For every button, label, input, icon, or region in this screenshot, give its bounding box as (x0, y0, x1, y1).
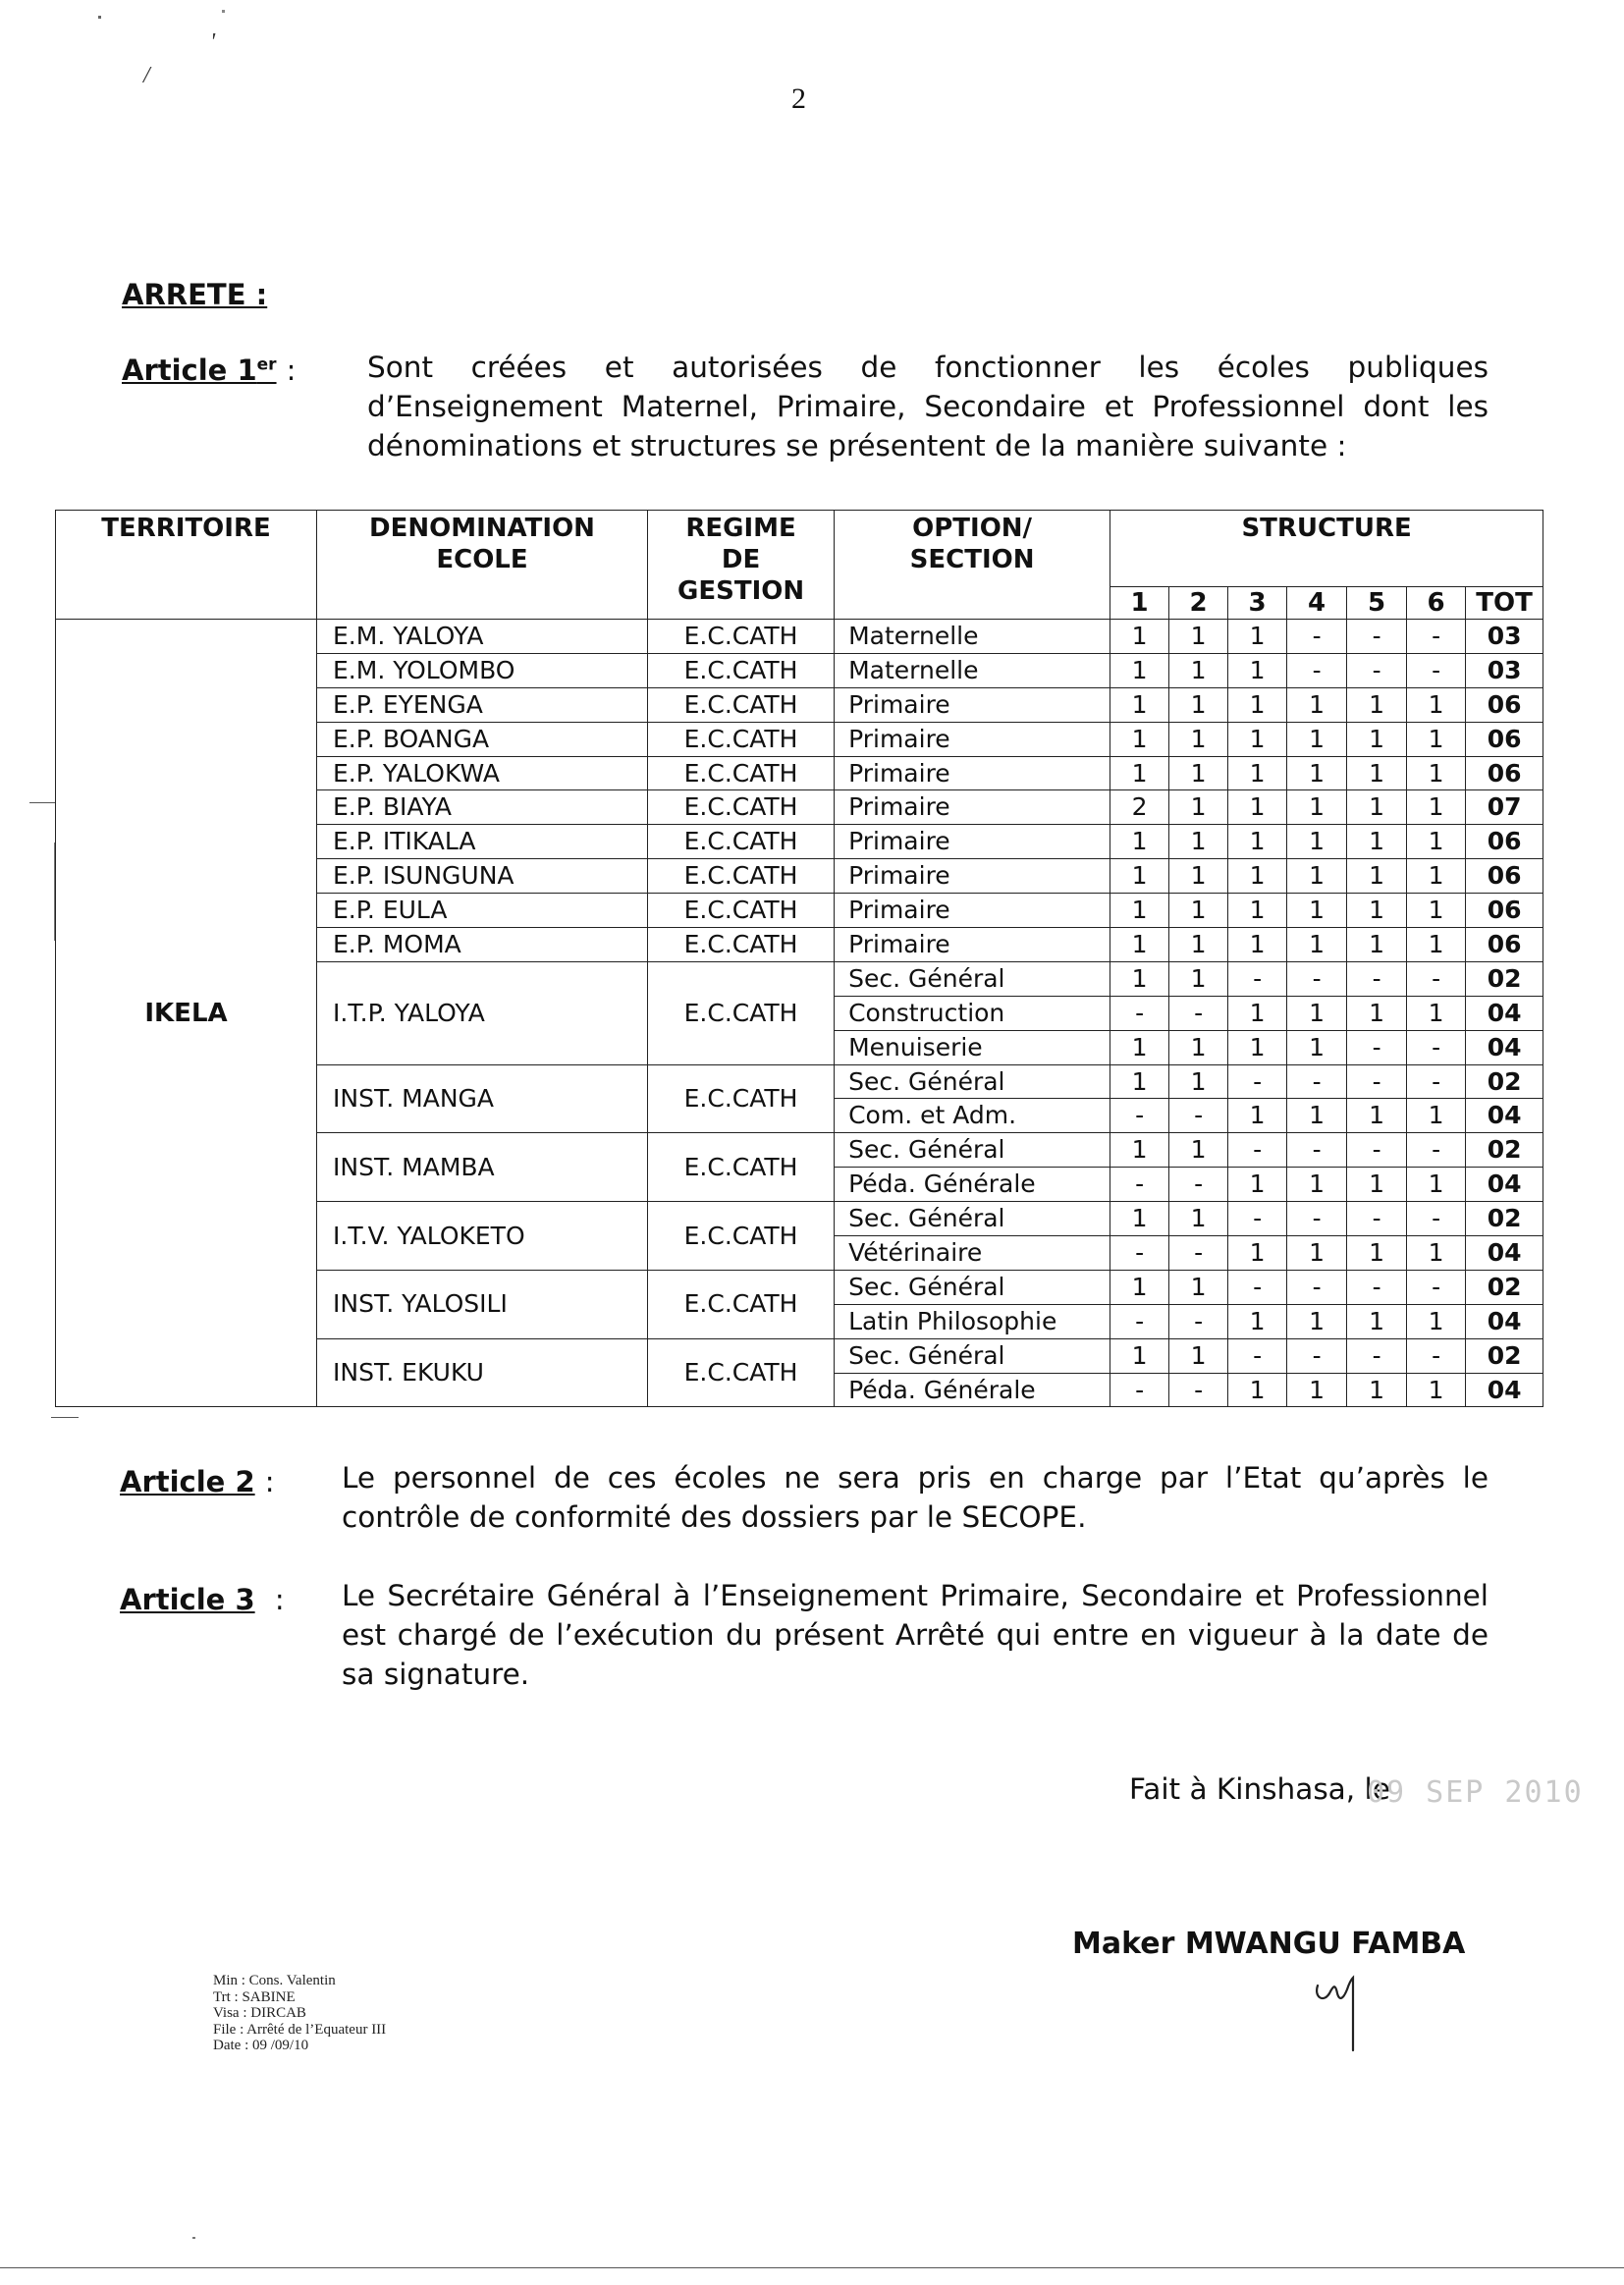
structure-cell-2: - (1169, 1168, 1228, 1202)
article-1-label (122, 354, 296, 387)
total-cell: 02 (1466, 1338, 1543, 1373)
regime-cell: E.C.CATH (648, 653, 835, 687)
structure-cell-1: 1 (1110, 961, 1169, 996)
place-text: Fait à Kinshasa, le (1129, 1772, 1390, 1806)
regime-cell: E.C.CATH (648, 790, 835, 825)
header-territoire: TERRITOIRE (56, 511, 317, 620)
structure-cell-1: 1 (1110, 1202, 1169, 1236)
structure-cell-5: 1 (1347, 996, 1407, 1030)
structure-cell-3: - (1228, 1064, 1287, 1099)
article-3-label (120, 1583, 285, 1616)
structure-cell-2: 1 (1169, 1064, 1228, 1099)
structure-cell-5: 1 (1347, 928, 1407, 962)
structure-cell-2: 1 (1169, 1202, 1228, 1236)
total-cell: 04 (1466, 1099, 1543, 1133)
structure-cell-6: - (1407, 961, 1466, 996)
structure-cell-2: 1 (1169, 790, 1228, 825)
structure-cell-2: 1 (1169, 756, 1228, 790)
structure-cell-3: 1 (1228, 1236, 1287, 1271)
structure-cell-6: 1 (1407, 859, 1466, 894)
structure-cell-4: - (1287, 1338, 1347, 1373)
header-col-6: 6 (1407, 587, 1466, 620)
structure-cell-1: - (1110, 1099, 1169, 1133)
total-cell: 06 (1466, 859, 1543, 894)
school-name-cell: E.M. YALOYA (317, 620, 648, 654)
structure-cell-1: - (1110, 1304, 1169, 1338)
structure-cell-5: 1 (1347, 756, 1407, 790)
structure-cell-3: 1 (1228, 1373, 1287, 1407)
structure-cell-3: 1 (1228, 1168, 1287, 1202)
regime-cell: E.C.CATH (648, 825, 835, 859)
footer-references (213, 1973, 386, 2054)
school-name-cell: E.M. YOLOMBO (317, 653, 648, 687)
structure-cell-2: - (1169, 1373, 1228, 1407)
structure-cell-1: 1 (1110, 756, 1169, 790)
structure-cell-4: 1 (1287, 1168, 1347, 1202)
structure-cell-5: - (1347, 1270, 1407, 1304)
header-col-5: 5 (1347, 587, 1407, 620)
structure-cell-6: 1 (1407, 894, 1466, 928)
structure-cell-1: 1 (1110, 687, 1169, 722)
school-name-cell: E.P. YALOKWA (317, 756, 648, 790)
section-cell: Primaire (835, 894, 1110, 928)
regime-cell: E.C.CATH (648, 1270, 835, 1338)
structure-cell-3: 1 (1228, 722, 1287, 756)
structure-cell-1: - (1110, 1168, 1169, 1202)
total-cell: 04 (1466, 1030, 1543, 1064)
structure-cell-5: - (1347, 1030, 1407, 1064)
structure-cell-6: - (1407, 1133, 1466, 1168)
school-name-cell: INST. MAMBA (317, 1133, 648, 1202)
structure-cell-5: 1 (1347, 894, 1407, 928)
structure-cell-1: 1 (1110, 894, 1169, 928)
structure-cell-2: 1 (1169, 1270, 1228, 1304)
structure-cell-3: 1 (1228, 620, 1287, 654)
structure-cell-3: 1 (1228, 825, 1287, 859)
structure-cell-4: - (1287, 653, 1347, 687)
structure-cell-4: - (1287, 1202, 1347, 1236)
structure-cell-5: 1 (1347, 1236, 1407, 1271)
structure-cell-6: 1 (1407, 928, 1466, 962)
structure-cell-5: - (1347, 961, 1407, 996)
total-cell: 03 (1466, 620, 1543, 654)
structure-cell-3: 1 (1228, 894, 1287, 928)
structure-cell-3: - (1228, 1202, 1287, 1236)
margin-mark (29, 802, 55, 803)
section-cell: Primaire (835, 756, 1110, 790)
article-2-label-text: Article 2 (120, 1465, 255, 1498)
structure-cell-2: 1 (1169, 687, 1228, 722)
structure-cell-4: 1 (1287, 1304, 1347, 1338)
regime-cell: E.C.CATH (648, 894, 835, 928)
structure-cell-3: 1 (1228, 1099, 1287, 1133)
structure-cell-1: - (1110, 996, 1169, 1030)
structure-cell-2: 1 (1169, 894, 1228, 928)
structure-cell-2: 1 (1169, 1133, 1228, 1168)
section-cell: Sec. Général (835, 1133, 1110, 1168)
school-name-cell: E.P. EYENGA (317, 687, 648, 722)
section-cell: Primaire (835, 825, 1110, 859)
school-name-cell: E.P. EULA (317, 894, 648, 928)
structure-cell-3: 1 (1228, 687, 1287, 722)
section-cell: Péda. Générale (835, 1168, 1110, 1202)
total-cell: 02 (1466, 1064, 1543, 1099)
structure-cell-6: - (1407, 653, 1466, 687)
structure-cell-5: 1 (1347, 1168, 1407, 1202)
regime-cell: E.C.CATH (648, 756, 835, 790)
structure-cell-5: - (1347, 1064, 1407, 1099)
section-cell: Com. et Adm. (835, 1099, 1110, 1133)
structure-cell-5: 1 (1347, 1373, 1407, 1407)
structure-cell-5: 1 (1347, 825, 1407, 859)
structure-cell-5: 1 (1347, 1304, 1407, 1338)
structure-cell-2: 1 (1169, 653, 1228, 687)
section-cell: Sec. Général (835, 1270, 1110, 1304)
school-name-cell: E.P. ISUNGUNA (317, 859, 648, 894)
section-cell: Sec. Général (835, 961, 1110, 996)
structure-cell-4: 1 (1287, 825, 1347, 859)
structure-cell-4: - (1287, 961, 1347, 996)
structure-cell-6: - (1407, 1030, 1466, 1064)
structure-cell-6: - (1407, 620, 1466, 654)
section-cell: Primaire (835, 928, 1110, 962)
territoire-cell: IKELA (56, 620, 317, 1407)
section-cell: Péda. Générale (835, 1373, 1110, 1407)
structure-cell-2: 1 (1169, 1338, 1228, 1373)
header-col-3: 3 (1228, 587, 1287, 620)
article-3-label-text: Article 3 (120, 1583, 255, 1616)
section-cell: Sec. Général (835, 1202, 1110, 1236)
regime-cell: E.C.CATH (648, 620, 835, 654)
total-cell: 04 (1466, 1168, 1543, 1202)
footer-line: Date : 09 /09/10 (213, 2038, 309, 2053)
signature-mark (1312, 1964, 1371, 2052)
structure-cell-5: - (1347, 1133, 1407, 1168)
structure-cell-2: 1 (1169, 825, 1228, 859)
total-cell: 06 (1466, 687, 1543, 722)
article-1-label-text: Article 1 (122, 354, 257, 387)
structure-cell-1: - (1110, 1373, 1169, 1407)
structure-cell-2: 1 (1169, 620, 1228, 654)
total-cell: 06 (1466, 756, 1543, 790)
school-name-cell: INST. YALOSILI (317, 1270, 648, 1338)
table-row (56, 620, 1543, 654)
structure-cell-4: 1 (1287, 928, 1347, 962)
total-cell: 04 (1466, 1373, 1543, 1407)
structure-cell-4: 1 (1287, 1030, 1347, 1064)
regime-cell: E.C.CATH (648, 859, 835, 894)
total-cell: 02 (1466, 1270, 1543, 1304)
structure-cell-4: 1 (1287, 996, 1347, 1030)
structure-cell-4: 1 (1287, 859, 1347, 894)
structure-cell-1: 1 (1110, 620, 1169, 654)
structure-cell-5: 1 (1347, 722, 1407, 756)
section-cell: Primaire (835, 859, 1110, 894)
structure-cell-3: 1 (1228, 756, 1287, 790)
structure-cell-4: 1 (1287, 756, 1347, 790)
total-cell: 02 (1466, 1202, 1543, 1236)
structure-cell-4: 1 (1287, 894, 1347, 928)
structure-cell-2: 1 (1169, 961, 1228, 996)
signatory-name: Maker MWANGU FAMBA (1072, 1927, 1466, 1961)
structure-cell-1: 1 (1110, 928, 1169, 962)
structure-cell-6: - (1407, 1270, 1466, 1304)
structure-cell-4: 1 (1287, 1099, 1347, 1133)
structure-cell-3: - (1228, 1270, 1287, 1304)
section-cell: Latin Philosophie (835, 1304, 1110, 1338)
structure-cell-4: 1 (1287, 1373, 1347, 1407)
school-name-cell: E.P. MOMA (317, 928, 648, 962)
header-option: OPTION/ SECTION (835, 511, 1110, 620)
bottom-rule (0, 2267, 1624, 2268)
section-cell: Maternelle (835, 653, 1110, 687)
school-name-cell: E.P. ITIKALA (317, 825, 648, 859)
structure-cell-5: - (1347, 1338, 1407, 1373)
structure-cell-6: - (1407, 1202, 1466, 1236)
school-name-cell: INST. MANGA (317, 1064, 648, 1133)
section-cell: Primaire (835, 687, 1110, 722)
total-cell: 04 (1466, 996, 1543, 1030)
regime-cell: E.C.CATH (648, 928, 835, 962)
total-cell: 06 (1466, 894, 1543, 928)
structure-cell-1: 1 (1110, 825, 1169, 859)
page-number: 2 (791, 82, 806, 115)
total-cell: 04 (1466, 1304, 1543, 1338)
structure-cell-5: 1 (1347, 859, 1407, 894)
section-cell: Menuiserie (835, 1030, 1110, 1064)
header-denomination: DENOMINATION ECOLE (317, 511, 648, 620)
structure-cell-6: 1 (1407, 1168, 1466, 1202)
structure-cell-3: 1 (1228, 653, 1287, 687)
total-cell: 02 (1466, 961, 1543, 996)
structure-cell-3: - (1228, 1133, 1287, 1168)
structure-cell-6: 1 (1407, 1373, 1466, 1407)
structure-cell-6: 1 (1407, 722, 1466, 756)
structure-cell-2: 1 (1169, 928, 1228, 962)
decree-heading: ARRETE : (122, 278, 268, 311)
article-3-text: Le Secrétaire Général à l’Enseignement Primaire, Secondaire et Professionnel est chargé de l’exécution du présent Arrêté qui entre en vigueur à la date de sa signature. (342, 1579, 1489, 1691)
total-cell: 04 (1466, 1236, 1543, 1271)
structure-cell-1: 1 (1110, 1338, 1169, 1373)
section-cell: Vétérinaire (835, 1236, 1110, 1271)
regime-cell: E.C.CATH (648, 1338, 835, 1407)
total-cell: 03 (1466, 653, 1543, 687)
structure-cell-6: 1 (1407, 1099, 1466, 1133)
structure-cell-6: 1 (1407, 756, 1466, 790)
structure-cell-3: - (1228, 961, 1287, 996)
section-cell: Sec. Général (835, 1338, 1110, 1373)
structure-cell-6: 1 (1407, 1304, 1466, 1338)
article-1-colon: : (286, 354, 297, 387)
footer-line: Min : Cons. Valentin (213, 1973, 336, 1988)
header-regime: REGIME DE GESTION (648, 511, 835, 620)
structure-cell-3: 1 (1228, 790, 1287, 825)
structure-cell-5: 1 (1347, 790, 1407, 825)
structure-cell-2: - (1169, 1236, 1228, 1271)
scan-dot (222, 10, 225, 13)
total-cell: 06 (1466, 825, 1543, 859)
structure-cell-1: 1 (1110, 1270, 1169, 1304)
scan-dot (98, 16, 101, 19)
structure-cell-4: - (1287, 620, 1347, 654)
scan-mark-slash: / (143, 63, 150, 88)
structure-cell-1: 1 (1110, 1064, 1169, 1099)
total-cell: 02 (1466, 1133, 1543, 1168)
structure-cell-4: 1 (1287, 722, 1347, 756)
structure-cell-3: 1 (1228, 1030, 1287, 1064)
table-body (56, 620, 1543, 1407)
article-3-colon: : (274, 1583, 285, 1616)
structure-cell-2: 1 (1169, 1030, 1228, 1064)
structure-cell-1: 1 (1110, 1030, 1169, 1064)
header-structure: STRUCTURE (1110, 511, 1543, 587)
school-name-cell: E.P. BOANGA (317, 722, 648, 756)
structure-cell-6: 1 (1407, 790, 1466, 825)
footer-line: File : Arrêté de l’Equateur III (213, 2021, 387, 2038)
structure-cell-2: - (1169, 996, 1228, 1030)
structure-cell-4: 1 (1287, 790, 1347, 825)
structure-cell-6: 1 (1407, 825, 1466, 859)
article-1-text: Sont créées et autorisées de fonctionner les écoles publiques d’Enseignement Maternel, Primaire, Secondaire et Professionnel dont les dénominations et structures se présentent de la manière suivante : (367, 351, 1489, 462)
total-cell: 06 (1466, 928, 1543, 962)
structure-cell-6: - (1407, 1064, 1466, 1099)
school-name-cell: INST. EKUKU (317, 1338, 648, 1407)
structure-cell-4: - (1287, 1133, 1347, 1168)
footer-line: Visa : DIRCAB (213, 2005, 306, 2021)
regime-cell: E.C.CATH (648, 722, 835, 756)
structure-cell-3: - (1228, 1338, 1287, 1373)
structure-cell-2: - (1169, 1304, 1228, 1338)
structure-cell-5: - (1347, 653, 1407, 687)
structure-cell-5: 1 (1347, 687, 1407, 722)
header-col-2: 2 (1169, 587, 1228, 620)
school-name-cell: I.T.V. YALOKETO (317, 1202, 648, 1271)
structure-cell-1: 1 (1110, 722, 1169, 756)
margin-mark (51, 1417, 79, 1418)
structure-cell-3: 1 (1228, 996, 1287, 1030)
section-cell: Primaire (835, 722, 1110, 756)
structure-cell-1: 1 (1110, 653, 1169, 687)
section-cell: Maternelle (835, 620, 1110, 654)
structure-cell-3: 1 (1228, 1304, 1287, 1338)
structure-cell-6: 1 (1407, 1236, 1466, 1271)
regime-cell: E.C.CATH (648, 687, 835, 722)
structure-cell-3: 1 (1228, 928, 1287, 962)
structure-cell-4: - (1287, 1064, 1347, 1099)
structure-cell-1: 1 (1110, 1133, 1169, 1168)
article-1-label-sup: er (256, 354, 277, 375)
footer-line: Trt : SABINE (213, 1988, 296, 2005)
structure-cell-3: 1 (1228, 859, 1287, 894)
structure-cell-1: 1 (1110, 859, 1169, 894)
structure-cell-6: - (1407, 1338, 1466, 1373)
scan-mark-top: ' (210, 29, 216, 55)
school-name-cell: I.T.P. YALOYA (317, 961, 648, 1064)
section-cell: Primaire (835, 790, 1110, 825)
article-2-text: Le personnel de ces écoles ne sera pris en charge par l’Etat qu’après le contrôle de conformité des dossiers par le SECOPE. (342, 1461, 1489, 1534)
article-2-label (120, 1465, 275, 1498)
structure-cell-6: 1 (1407, 996, 1466, 1030)
total-cell: 06 (1466, 722, 1543, 756)
structure-cell-4: 1 (1287, 687, 1347, 722)
section-cell: Sec. Général (835, 1064, 1110, 1099)
scan-dot (192, 2237, 195, 2239)
school-name-cell: E.P. BIAYA (317, 790, 648, 825)
regime-cell: E.C.CATH (648, 1202, 835, 1271)
regime-cell: E.C.CATH (648, 1133, 835, 1202)
section-cell: Construction (835, 996, 1110, 1030)
header-col-tot: TOT (1466, 587, 1543, 620)
article-2-colon: : (264, 1465, 275, 1498)
header-col-1: 1 (1110, 587, 1169, 620)
structure-cell-2: 1 (1169, 722, 1228, 756)
total-cell: 07 (1466, 790, 1543, 825)
structure-cell-4: - (1287, 1270, 1347, 1304)
structure-cell-1: - (1110, 1236, 1169, 1271)
structure-cell-5: 1 (1347, 1099, 1407, 1133)
structure-cell-2: - (1169, 1099, 1228, 1133)
structure-cell-6: 1 (1407, 687, 1466, 722)
regime-cell: E.C.CATH (648, 1064, 835, 1133)
structure-cell-4: 1 (1287, 1236, 1347, 1271)
structure-cell-5: - (1347, 620, 1407, 654)
header-col-4: 4 (1287, 587, 1347, 620)
structure-cell-1: 2 (1110, 790, 1169, 825)
schools-table (55, 510, 1543, 1407)
structure-cell-5: - (1347, 1202, 1407, 1236)
regime-cell: E.C.CATH (648, 961, 835, 1064)
date-stamp: 09 SEP 2010 (1367, 1775, 1584, 1810)
structure-cell-2: 1 (1169, 859, 1228, 894)
